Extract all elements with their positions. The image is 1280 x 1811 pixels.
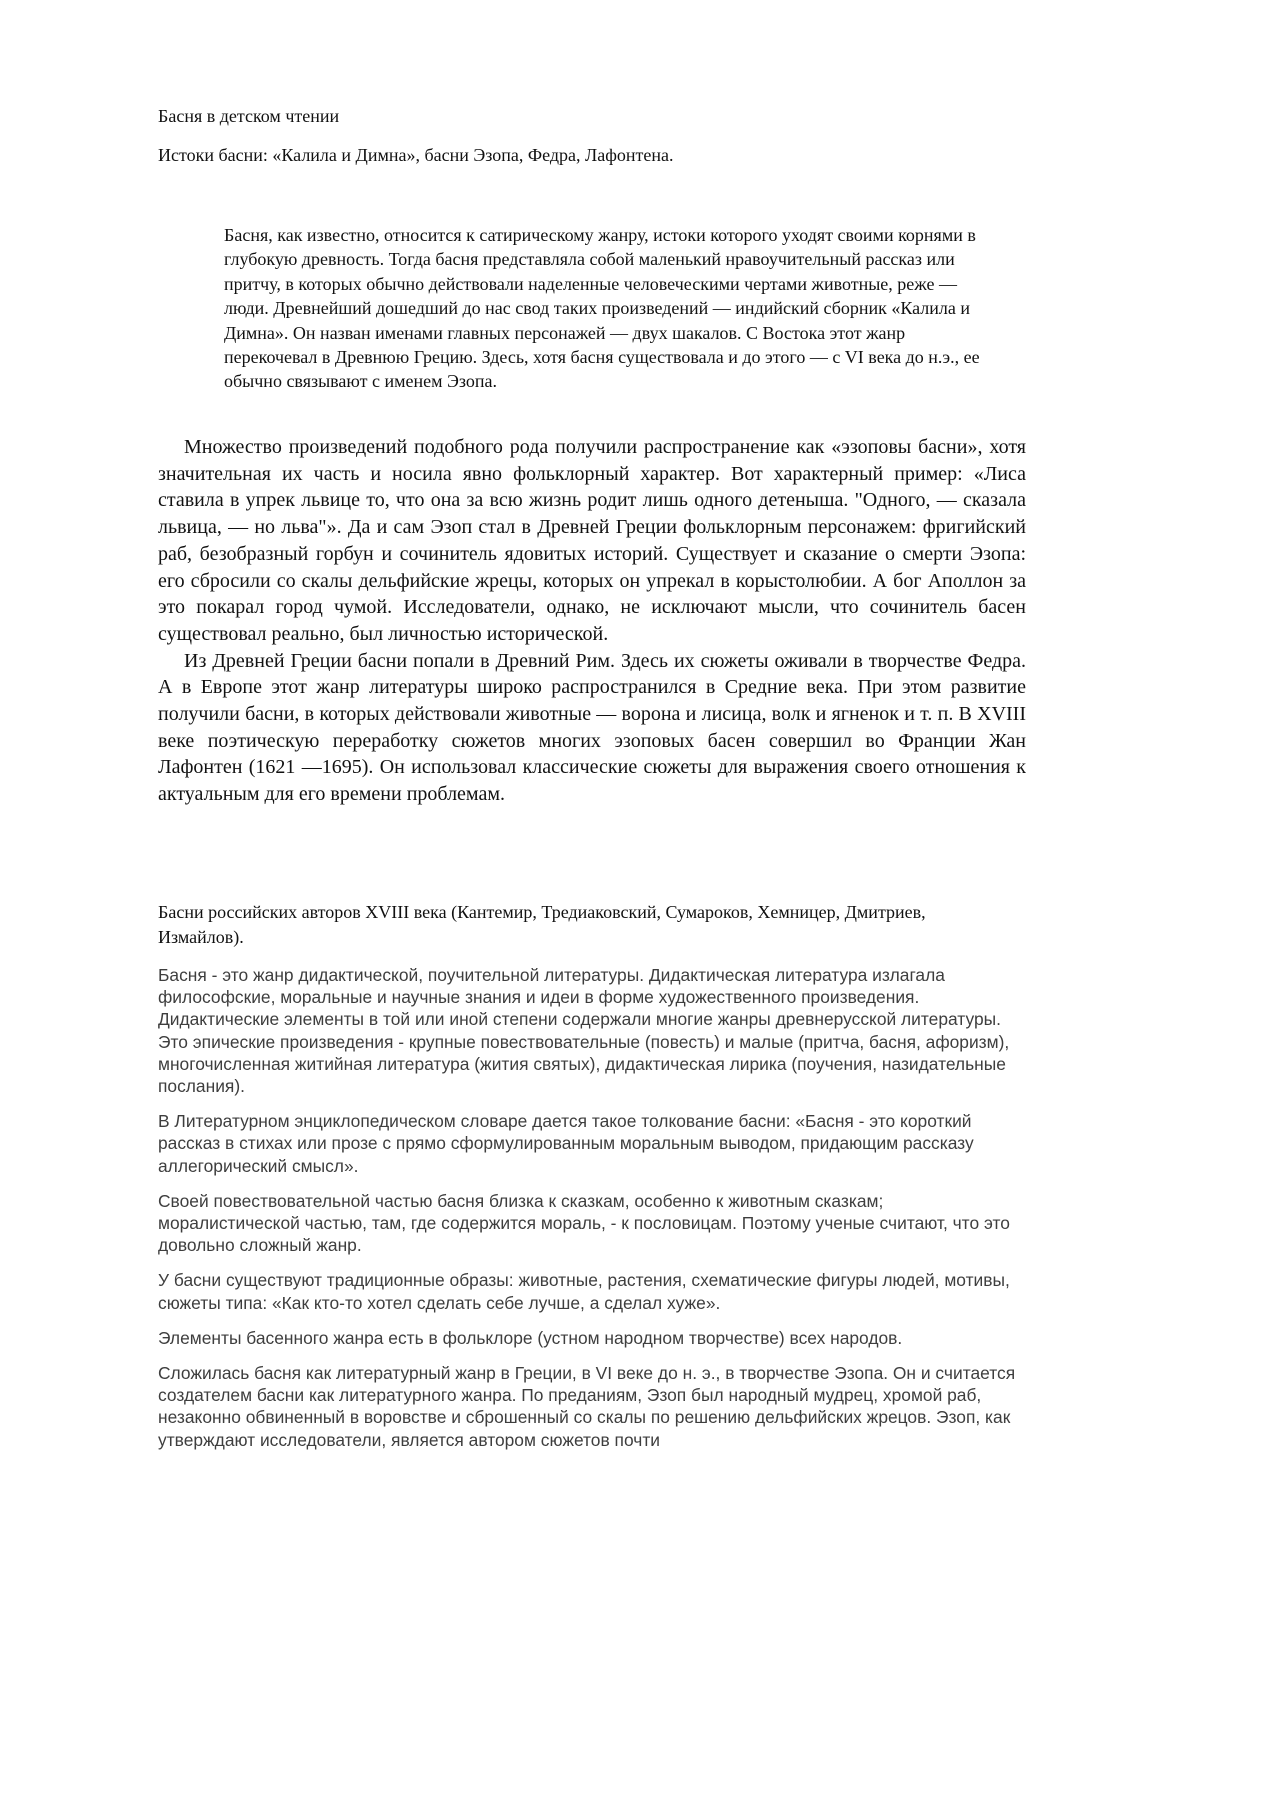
main-body-text (158, 434, 1026, 808)
secondary-body-text (158, 964, 1028, 1464)
body-paragraph: В Литературном энциклопедическом словаре дается такое толкование басни: «Басня - это короткий рассказ в стихах или прозе с прямо сформулированным моральным выводом, придающим рассказу аллегорический смысл». (158, 1111, 974, 1176)
body-paragraph: Из Древней Греции басни попали в Древний Рим. Здесь их сюжеты оживали в творчестве Федра. А в Европе этот жанр литературы широко распространился в Средние века. При этом развитие получили басни, в которых действовали животные — ворона и лисица, волк и ягненок и т. п. В XVIII веке поэтическую переработку сюжетов многих эзоповых басен совершил во Франции Жан Лафонтен (1621 —1695). Он использовал классические сюжеты для выражения своего отношения к актуальным для его времени проблемам. (158, 649, 1026, 806)
section-heading: Басни российских авторов XVIII века (Кантемир, Тредиаковский, Сумароков, Хемницер, Дмитриев, Измайлов). (158, 902, 926, 947)
body-paragraph: Множество произведений подобного рода получили распространение как «эзоповы басни», хотя значительная их часть и носила явно фольклорный характер. Вот характерный пример: «Лиса ставила в упрек львице то, что она за всю жизнь родит лишь одного детеныша. "Одного, — сказала львица, — но льва"». Да и сам Эзоп стал в Древней Греции фольклорным персонажем: фригийский раб, безобразный горбун и сочинитель ядовитых историй. Существует и сказание о смерти Эзопа: его сбросили со скалы дельфийские жрецы, которых он упрекал в корыстолюбии. А бог Аполлон за это покарал город чумой. Исследователи, однако, не исключают мысли, что сочинитель басен существовал реально, был личностью исторической. (158, 436, 1026, 645)
document-heading: Басня в детском чтении (158, 106, 340, 126)
body-paragraph: У басни существуют традиционные образы: животные, растения, схематические фигуры людей, мотивы, сюжеты типа: «Как кто-то хотел сделать себе лучше, а сделал хуже». (158, 1270, 1010, 1313)
body-paragraph: Басня - это жанр дидактической, поучительной литературы. Дидактическая литература излагала философские, моральные и научные знания и идеи в форме художественного произведения. Дидактические элементы в той или иной степени содержали многие жанры древнерусской литературы. Это эпические произведения - крупные повествовательные (повесть) и малые (притча, басня, афоризм), многочисленная житийная литература (жития святых), дидактическая лирика (поучения, назидательные послания). (158, 965, 1010, 1097)
body-paragraph: Элементы басенного жанра есть в фольклоре (устном народном творчестве) всех народов. (158, 1327, 903, 1348)
block-quote: Басня, как известно, относится к сатирическому жанру, истоки которого уходят своими корнями в глубокую древность. Тогда басня представляла собой маленький нравоучительный рассказ или притчу, в которых обычно действовали наделенные человеческими чертами животные, реже — люди. Древнейший дошедший до нас свод таких произведений — индийский сборник «Калила и Димна». Он назван именами главных персонажей — двух шакалов. С Востока этот жанр перекочевал в Древнюю Грецию. Здесь, хотя басня существовала и до этого — с VI века до н.э., ее обычно связывают с именем Эзопа. (224, 225, 980, 392)
section-subheading: Истоки басни: «Калила и Димна», басни Эзопа, Федра, Лафонтена. (158, 145, 674, 165)
body-paragraph: Сложилась басня как литературный жанр в Греции, в VI веке до н. э., в творчестве Эзопа. Он и считается создателем басни как литературного жанра. По преданиям, Эзоп был народный мудрец, хромой раб, незаконно обвиненный в воровстве и сброшенный со скалы по решению дельфийских жрецов. Эзоп, как утверждают исследователи, является автором сюжетов почти (158, 1363, 1016, 1450)
body-paragraph: Своей повествовательной частью басня близка к сказкам, особенно к животным сказкам; моралистической частью, там, где содержится мораль, - к пословицам. Поэтому ученые считают, что это довольно сложный жанр. (158, 1190, 1010, 1256)
